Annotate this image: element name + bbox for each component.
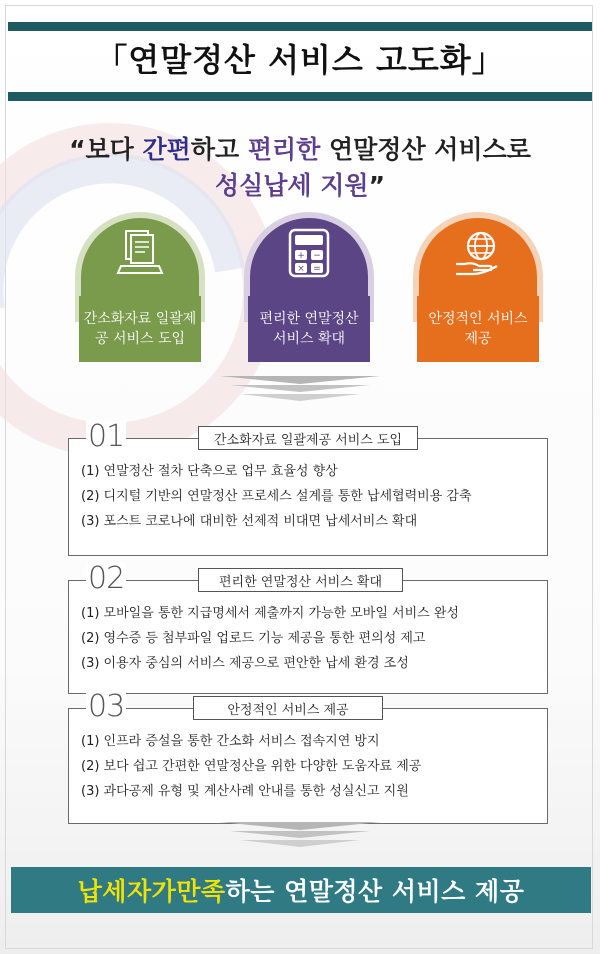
slogan-highlight-simple: 간편 — [142, 135, 191, 164]
chevron-down-icon — [220, 822, 380, 852]
section-number: 01 — [88, 419, 125, 454]
globe-hand-icon — [453, 228, 503, 278]
slogan-close: ” — [368, 171, 386, 200]
pillar-label: 간소화자료 일괄제공 서비스 도입 — [79, 296, 201, 362]
slogan-rest: 연말정산 서비스로 — [320, 135, 531, 164]
slogan-mid: 하고 — [190, 135, 248, 164]
section-title: 안정적인 서비스 제공 — [193, 696, 383, 720]
pillar-simplified-data — [75, 212, 205, 362]
list-item: (1) 모바일을 통한 지급명세서 제출까지 가능한 모바일 서비스 완성 — [81, 606, 459, 621]
section-items — [81, 601, 547, 676]
list-item: (3) 포스트 코로나에 대비한 선제적 비대면 납세서비스 확대 — [81, 514, 418, 529]
section-number: 03 — [88, 689, 125, 724]
section-title: 편리한 연말정산 서비스 확대 — [198, 568, 403, 592]
svg-text:+: + — [297, 251, 305, 261]
section-items — [81, 729, 547, 804]
section-number: 02 — [88, 561, 125, 596]
list-item: (2) 보다 쉽고 간편한 연말정산을 위한 다양한 도움자료 제공 — [81, 759, 422, 774]
pillar-convenient-service — [244, 212, 374, 362]
section-box — [68, 708, 548, 824]
page-title: 「연말정산 서비스 고도화」 — [95, 41, 505, 79]
calculator-icon — [284, 228, 334, 278]
list-item: (3) 이용자 중심의 서비스 제공으로 편안한 납세 환경 조성 — [81, 656, 409, 671]
list-item: (1) 인프라 증설을 통한 간소화 서비스 접속지연 방지 — [81, 734, 380, 749]
banner-highlight-satisfaction: 만족 — [176, 877, 226, 906]
document-computer-icon — [115, 228, 165, 278]
banner-highlight-taxpayer: 납세자가 — [77, 877, 177, 906]
section-title: 간소화자료 일괄제공 서비스 도입 — [198, 426, 418, 450]
chevron-down-icon — [220, 376, 380, 406]
svg-text:−: − — [313, 251, 321, 261]
list-item: (2) 영수증 등 첨부파일 업로드 기능 제공을 통한 편의성 제고 — [81, 631, 426, 646]
goal-banner — [11, 867, 591, 913]
svg-text:×: × — [297, 264, 305, 274]
slogan-highlight-compliance: 성실납세 지원 — [214, 171, 369, 200]
section-box — [68, 438, 548, 556]
pillar-label: 편리한 연말정산 서비스 확대 — [248, 296, 370, 362]
list-item: (3) 과다공제 유형 및 계산사례 안내를 통한 성실신고 지원 — [81, 784, 409, 799]
slogan-highlight-convenient: 편리한 — [247, 135, 321, 164]
slogan-open: “보다 — [69, 135, 143, 164]
list-item: (1) 연말정산 절차 단축으로 업무 효율성 향상 — [81, 464, 338, 479]
slogan-line-1 — [0, 130, 600, 166]
list-item: (2) 디지털 기반의 연말정산 프로세스 설계를 통한 납세협력비용 감축 — [81, 489, 472, 504]
header-top-bar — [8, 22, 592, 31]
svg-text:=: = — [313, 264, 321, 274]
pillar-stable-service — [413, 212, 543, 362]
section-items — [81, 459, 547, 534]
banner-text: 하는 연말정산 서비스 제공 — [225, 877, 525, 906]
header-bottom-bar — [8, 92, 592, 101]
section-box — [68, 580, 548, 694]
pillar-label: 안정적인 서비스 제공 — [417, 296, 539, 362]
slogan-line-2 — [0, 166, 600, 202]
